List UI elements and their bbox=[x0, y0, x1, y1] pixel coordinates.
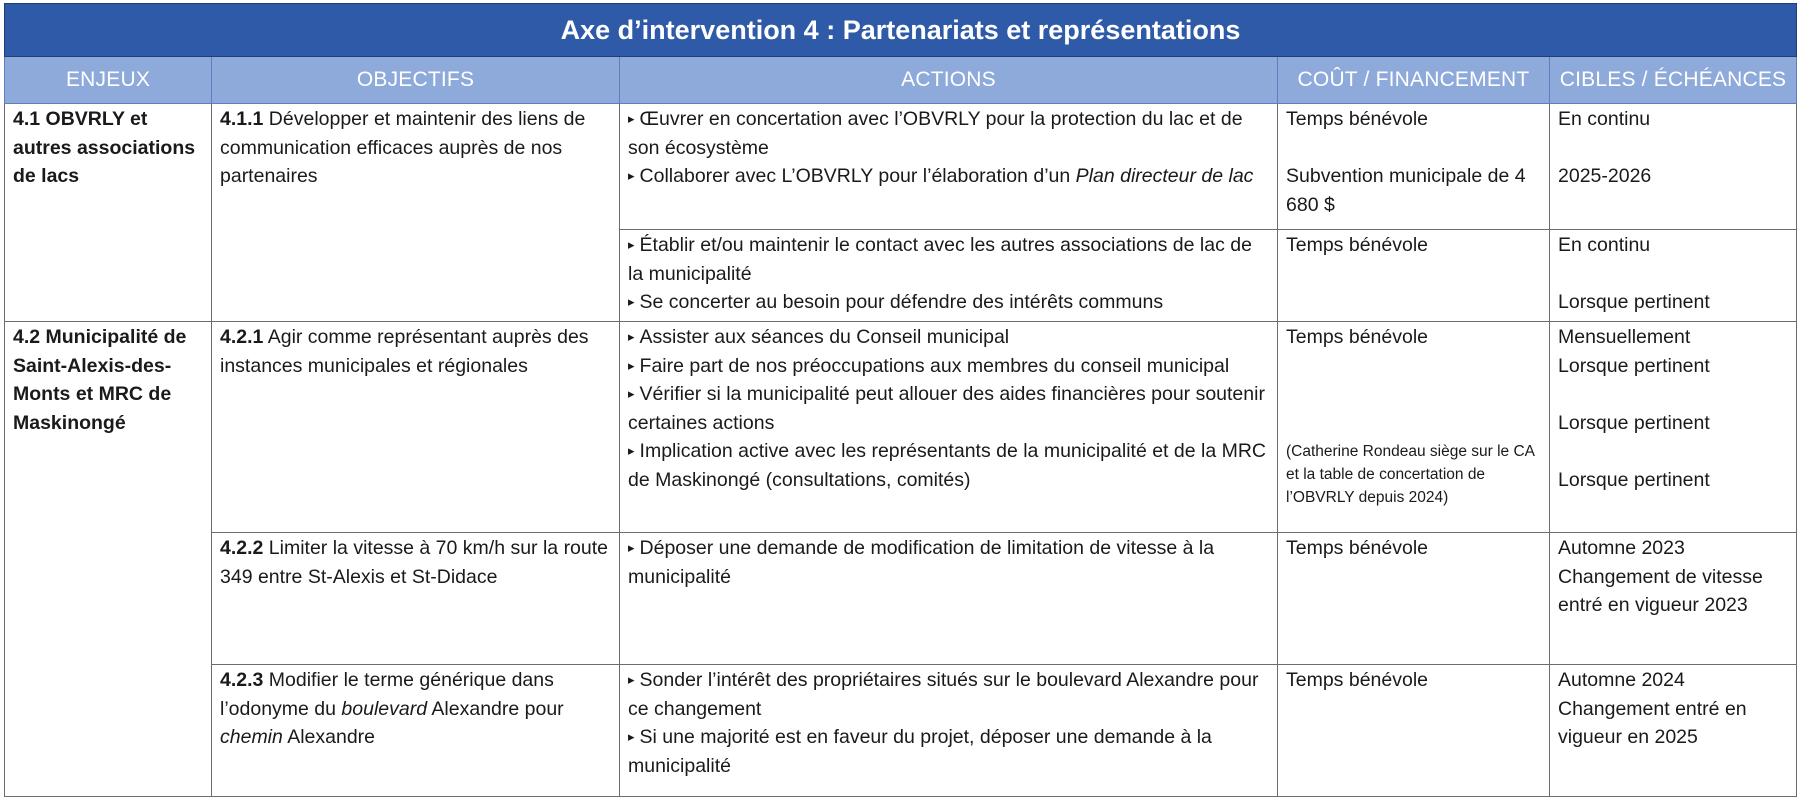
action-item bbox=[628, 162, 1269, 191]
objectif-cell bbox=[212, 104, 620, 322]
action-item bbox=[628, 231, 1269, 288]
action-text: Implication active avec les représentants de la municipalité et de la MRC de Maskinongé (consultations, comités) bbox=[628, 440, 1266, 491]
cible-cell bbox=[1550, 230, 1797, 322]
objectif-cell bbox=[212, 533, 620, 665]
table-row bbox=[5, 665, 1797, 797]
objectif-text: Modifier le terme générique dans l’odonyme du bbox=[220, 669, 554, 720]
cible-text: 2025-2026 bbox=[1558, 165, 1652, 187]
header-actions: ACTIONS bbox=[620, 57, 1278, 104]
objectif-number: 4.1.1 bbox=[220, 108, 264, 130]
triangle-right-icon: ▸ bbox=[628, 540, 635, 555]
triangle-right-icon: ▸ bbox=[628, 329, 635, 344]
enjeu-cell: 4.1 OBVRLY et autres associations de lacs bbox=[5, 104, 212, 322]
action-text-emphasis: Plan directeur de lac bbox=[1075, 165, 1254, 187]
cout-cell bbox=[1278, 104, 1550, 230]
action-plan bbox=[4, 3, 1796, 797]
action-text: Faire part de nos préoccupations aux membres du conseil municipal bbox=[639, 354, 1230, 377]
cible-text: Automne 2024 bbox=[1558, 669, 1685, 691]
actions-cell bbox=[620, 322, 1278, 533]
cible-text: Automne 2023 bbox=[1558, 537, 1685, 559]
cout-text: Temps bénévole bbox=[1286, 326, 1429, 348]
action-item bbox=[628, 534, 1269, 591]
actions-cell bbox=[620, 665, 1278, 797]
cout-cell bbox=[1278, 533, 1550, 665]
triangle-right-icon: ▸ bbox=[628, 386, 635, 401]
table-row bbox=[5, 104, 1797, 230]
cout-cell bbox=[1278, 322, 1550, 533]
objectif-emphasis: chemin bbox=[220, 726, 283, 748]
triangle-right-icon: ▸ bbox=[628, 729, 635, 744]
action-item bbox=[628, 288, 1269, 317]
objectif-cell bbox=[212, 665, 620, 797]
objectif-text: Alexandre bbox=[282, 726, 376, 748]
cible-text: Lorsque pertinent bbox=[1558, 291, 1710, 313]
cout-cell bbox=[1278, 230, 1550, 322]
actions-cell bbox=[620, 533, 1278, 665]
triangle-right-icon: ▸ bbox=[628, 443, 635, 458]
cout-text: Temps bénévole bbox=[1286, 108, 1429, 130]
triangle-right-icon: ▸ bbox=[628, 357, 635, 373]
cout-text: Temps bénévole bbox=[1286, 669, 1429, 691]
action-text: Établir et/ou maintenir le contact avec les autres associations de lac de la municipalité bbox=[628, 234, 1252, 285]
enjeu-cell: 4.2 Municipalité de Saint-Alexis-des-Monts et MRC de Maskinongé bbox=[5, 322, 212, 797]
cout-cell bbox=[1278, 665, 1550, 797]
cible-cell bbox=[1550, 104, 1797, 230]
table-row bbox=[5, 322, 1797, 533]
header-cout: COÛT / FINANCEMENT bbox=[1278, 57, 1550, 104]
cible-text: Changement entré en vigueur en 2025 bbox=[1558, 697, 1747, 748]
cible-cell bbox=[1550, 322, 1797, 533]
action-text: Collaborer avec L’OBVRLY pour l’élaboration d’un bbox=[639, 165, 1076, 187]
action-text: Déposer une demande de modification de limitation de vitesse à la municipalité bbox=[628, 537, 1215, 588]
objectif-number: 4.2.1 bbox=[220, 326, 264, 348]
action-text: Vérifier si la municipalité peut allouer des aides financières pour soutenir certaines actions bbox=[628, 383, 1265, 434]
action-text: Œuvrer en concertation avec l’OBVRLY pour la protection du lac et de son écosystème bbox=[628, 108, 1243, 159]
cible-text: Lorsque pertinent bbox=[1558, 468, 1710, 491]
objectif-emphasis: boulevard bbox=[341, 697, 428, 720]
triangle-right-icon: ▸ bbox=[628, 294, 635, 309]
action-item bbox=[628, 105, 1269, 162]
cout-note: (Catherine Rondeau siège sur le CA et la table de concertation de l’OBVRLY depuis 2024) bbox=[1286, 442, 1535, 506]
cout-text: Temps bénévole bbox=[1286, 234, 1429, 256]
triangle-right-icon: ▸ bbox=[628, 111, 635, 126]
header-enjeux: ENJEUX bbox=[5, 57, 212, 104]
cout-text: Subvention municipale de 4 680 $ bbox=[1286, 165, 1526, 216]
triangle-right-icon: ▸ bbox=[628, 672, 635, 687]
triangle-right-icon: ▸ bbox=[628, 168, 635, 183]
table-title: Axe d’intervention 4 : Partenariats et représentations bbox=[5, 4, 1797, 57]
cible-text: En continu bbox=[1558, 108, 1651, 130]
cible-cell bbox=[1550, 533, 1797, 665]
objectif-text: Alexandre pour bbox=[427, 697, 564, 720]
action-text: Assister aux séances du Conseil municipal bbox=[639, 326, 1010, 348]
triangle-right-icon: ▸ bbox=[628, 237, 635, 252]
cible-text: Lorsque pertinent bbox=[1558, 354, 1710, 377]
cible-text: Lorsque pertinent bbox=[1558, 411, 1710, 434]
objectif-cell bbox=[212, 322, 620, 533]
cible-cell bbox=[1550, 665, 1797, 797]
action-text: Si une majorité est en faveur du projet, déposer une demande à la municipalité bbox=[628, 726, 1212, 777]
action-item bbox=[628, 380, 1269, 437]
objectif-text: Limiter la vitesse à 70 km/h sur la route 349 entre St-Alexis et St-Didace bbox=[220, 537, 609, 588]
cible-text: Changement de vitesse entré en vigueur 2023 bbox=[1558, 565, 1763, 616]
header-cibles: CIBLES / ÉCHÉANCES bbox=[1550, 57, 1797, 104]
objectif-text: Développer et maintenir des liens de communication efficaces auprès de nos partenaires bbox=[220, 108, 586, 187]
cible-text: Mensuellement bbox=[1558, 326, 1691, 348]
objectif-number: 4.2.3 bbox=[220, 669, 264, 691]
column-headers bbox=[5, 57, 1797, 104]
objectif-number: 4.2.2 bbox=[220, 537, 264, 559]
action-text: Sonder l’intérêt des propriétaires situés sur le boulevard Alexandre pour ce changement bbox=[628, 669, 1259, 720]
actions-cell bbox=[620, 230, 1278, 322]
action-item bbox=[628, 437, 1269, 494]
action-item bbox=[628, 723, 1269, 780]
table-row bbox=[5, 533, 1797, 665]
action-item bbox=[628, 352, 1269, 381]
action-item bbox=[628, 323, 1269, 352]
objectif-text: Agir comme représentant auprès des instances municipales et régionales bbox=[220, 326, 589, 377]
header-objectifs: OBJECTIFS bbox=[212, 57, 620, 104]
action-plan-table bbox=[4, 3, 1797, 797]
cible-text: En continu bbox=[1558, 234, 1651, 256]
cout-text: Temps bénévole bbox=[1286, 537, 1429, 559]
action-item bbox=[628, 666, 1269, 723]
action-text: Se concerter au besoin pour défendre des intérêts communs bbox=[639, 291, 1164, 313]
actions-cell bbox=[620, 104, 1278, 230]
